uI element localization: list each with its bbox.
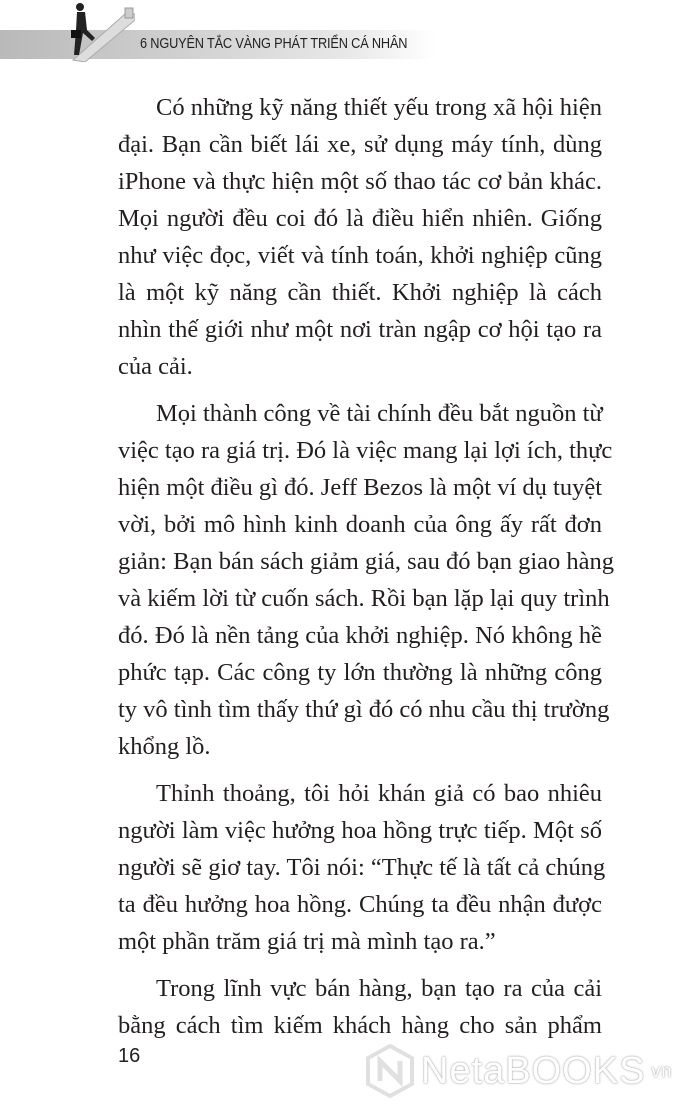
text-line: ta đều hưởng hoa hồng. Chúng ta đều nhận được [118,891,602,918]
text-line: Thỉnh thoảng, tôi hỏi khán giả có bao nhiêu [156,780,602,807]
text-line: việc tạo ra giá trị. Đó là việc mang lại lợi ích, thực [118,437,613,464]
body-text [118,89,614,1054]
page-number: 16 [118,1045,141,1067]
text-line: đại. Bạn cần biết lái xe, sử dụng máy tính, dùng [118,131,602,158]
text-line: Mọi người đều coi đó là điều hiển nhiên. Giống [118,205,602,232]
text-line: người sẽ giơ tay. Tôi nói: “Thực tế là tất cả chúng [118,854,606,881]
text-line: như việc đọc, viết và tính toán, khởi nghiệp cũng [118,242,602,269]
stair-climber-icon [55,0,135,62]
text-line: Trong lĩnh vực bán hàng, bạn tạo ra của cải [156,975,602,1002]
text-line: phức tạp. Các công ty lớn thường là những công [118,659,602,686]
watermark-suffix: vn [651,1060,673,1081]
netabooks-logo-icon [365,1043,415,1099]
text-line: bằng cách tìm kiếm khách hàng cho sản phẩm [118,1012,602,1039]
text-line: đó. Đó là nền tảng của khởi nghiệp. Nó không hề [118,622,602,649]
text-line: Mọi thành công về tài chính đều bắt nguồn từ [156,400,603,427]
watermark [365,1043,672,1099]
text-line: giản: Bạn bán sách giảm giá, sau đó bạn giao hàng [118,548,614,575]
text-line: một phần trăm giá trị mà mình tạo ra.” [118,928,496,955]
paragraph [118,89,602,385]
running-title: 6 NGUYÊN TẮC VÀNG PHÁT TRIỂN CÁ NHÂN [140,36,408,52]
text-line: khổng lồ. [118,733,211,760]
text-line: người làm việc hưởng hoa hồng trực tiếp. Một số [118,817,602,844]
text-line: ty vô tình tìm thấy thứ gì đó có nhu cầu thị trường [118,696,610,723]
paragraph [118,395,614,765]
text-line: là một kỹ năng cần thiết. Khởi nghiệp là cách [118,279,602,306]
watermark-brand: NetaBOOKS [421,1049,646,1092]
text-line: Có những kỹ năng thiết yếu trong xã hội hiện [156,94,602,121]
paragraph [118,775,606,960]
text-line: iPhone và thực hiện một số thao tác cơ bản khác. [118,168,602,195]
paragraph [118,970,602,1044]
text-line: hiện một điều gì đó. Jeff Bezos là một ví dụ tuyệt [118,474,603,501]
text-line: nhìn thế giới như một nơi tràn ngập cơ hội tạo ra [118,316,602,343]
text-line: vời, bởi mô hình kinh doanh của ông ấy rất đơn [118,511,602,538]
text-line: và kiếm lời từ cuốn sách. Rồi bạn lặp lại quy trình [118,585,610,612]
text-line: của cải. [118,353,193,380]
